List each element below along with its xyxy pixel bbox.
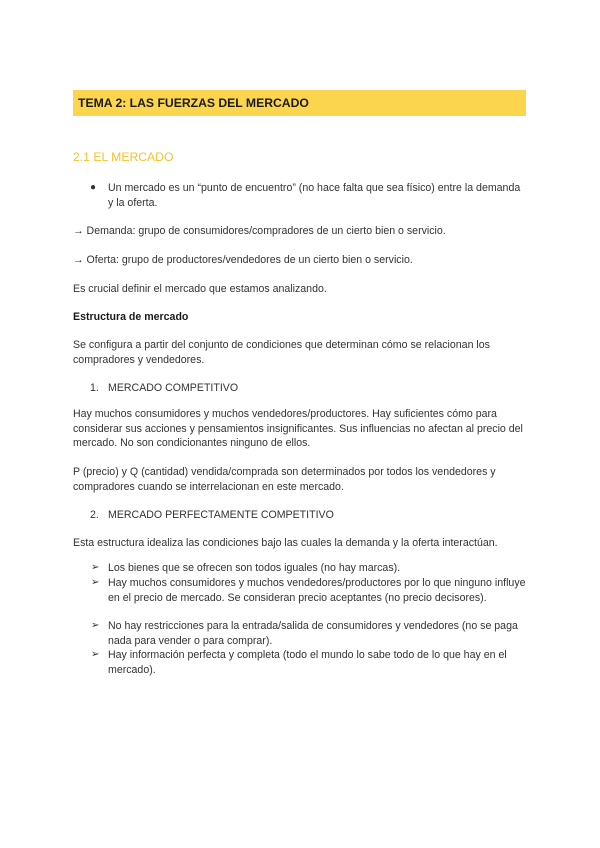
bullet-icon: ● — [90, 182, 97, 193]
oferta-definition: → Oferta: grupo de productores/vendedores de un cierto bien o servicio. — [73, 254, 413, 266]
perfecto-intro: Esta estructura idealiza las condiciones bajo las cuales la demanda y la oferta interactúan. — [73, 537, 498, 549]
document-title: TEMA 2: LAS FUERZAS DEL MERCADO — [78, 96, 309, 110]
list-item-label: MERCADO COMPETITIVO — [108, 382, 239, 394]
competitivo-paragraph-2: P (precio) y Q (cantidad) vendida/comprada son determinados por todos los vendedores y compradores cuando se interrelacionan en este mercado. — [73, 466, 496, 493]
arrow-bullet-icon: ➢ — [91, 577, 100, 588]
estructura-heading: Estructura de mercado — [73, 311, 189, 323]
list-item-label: MERCADO PERFECTAMENTE COMPETITIVO — [108, 509, 334, 521]
estructura-paragraph: Se configura a partir del conjunto de condiciones que determinan cómo se relacionan los compradores y vendedores. — [73, 339, 490, 366]
list-item: Hay información perfecta y completa (todo el mundo lo sabe todo de lo que hay en el mercado). — [108, 649, 507, 676]
list-item: Los bienes que se ofrecen son todos iguales (no hay marcas). — [108, 562, 401, 574]
section-heading: 2.1 EL MERCADO — [73, 150, 174, 164]
competitivo-paragraph-1: Hay muchos consumidores y muchos vendedores/productores. Hay suficientes cómo para considerar sus acciones y pensamientos insignificantes. Sus influencias no afectan al precio del mercado. No son condicionantes ninguno de ellos. — [73, 408, 523, 449]
list-item: Hay muchos consumidores y muchos vendedores/productores por lo que ninguno influye en el precio de mercado. Se consideran precio aceptantes (no precio decisores). — [108, 577, 526, 604]
arrow-bullet-icon: ➢ — [91, 562, 100, 573]
list-number: 1. — [90, 382, 99, 394]
title-banner — [73, 90, 526, 116]
list-number: 2. — [90, 509, 99, 521]
crucial-note: Es crucial definir el mercado que estamos analizando. — [73, 283, 327, 295]
arrow-bullet-icon: ➢ — [91, 620, 100, 631]
arrow-bullet-icon: ➢ — [91, 649, 100, 660]
bullet-text: Un mercado es un “punto de encuentro” (no hace falta que sea físico) entre la demanda y la oferta. — [108, 182, 521, 209]
list-item: No hay restricciones para la entrada/salida de consumidores y vendedores (no se paga nada para vender o para comprar). — [108, 620, 518, 647]
demanda-definition: → Demanda: grupo de consumidores/compradores de un cierto bien o servicio. — [73, 225, 446, 237]
